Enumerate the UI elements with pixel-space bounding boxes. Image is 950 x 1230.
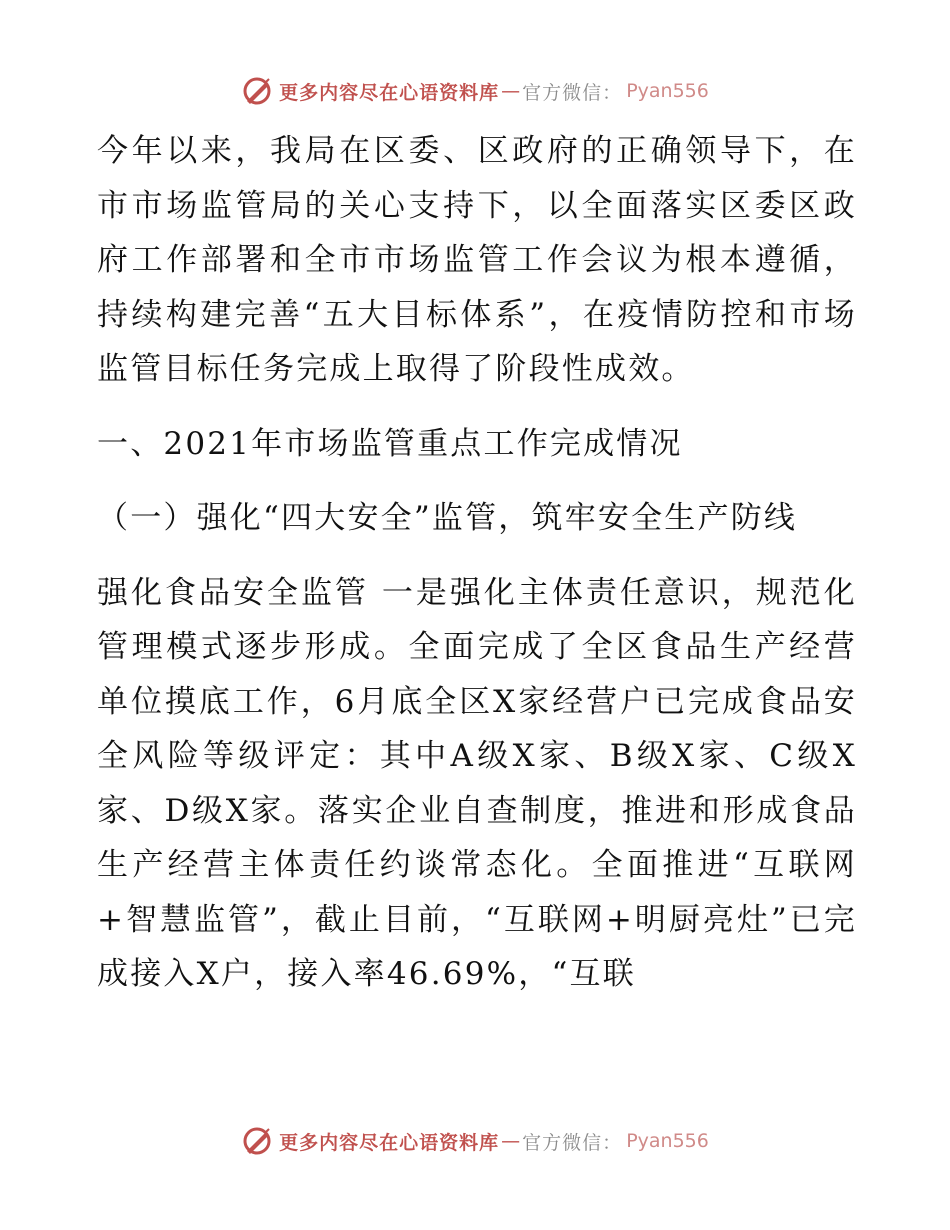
header-watermark: [0, 71, 950, 111]
section-heading: 一、2021年市场监管重点工作完成情况: [97, 425, 683, 462]
watermark-main-text: 更多内容尽在心语资料库: [279, 81, 500, 104]
footer-watermark: [0, 1121, 950, 1161]
food-safety-paragraph: 强化食品安全监管 一是强化主体责任意识，规范化管理模式逐步形成。全面完成了全区食品生产经营单位摸底工作，6月底全区X家经营户已完成食品安全风险等级评定：其中A级X家、B级X家、C级X家、D级X家。落实企业自查制度，推进和形成食品生产经营主体责任约谈常态化。全面推进“互联网+智慧监管”，截止目前，“互联网+明厨亮灶”已完成接入X户，接入率46.69%，“互联: [97, 574, 857, 992]
document-body: [97, 124, 857, 1002]
watermark-wechat-id: Pyan556: [626, 1130, 709, 1152]
watermark-separator: —: [501, 1130, 521, 1152]
watermark-official-label: 官方微信：: [522, 1131, 623, 1154]
watermark-separator: —: [501, 80, 521, 102]
pen-circle-logo-icon: [241, 1125, 273, 1157]
subsection-heading: （一）强化“四大安全”监管，筑牢安全生产防线: [97, 500, 798, 536]
pen-circle-logo-icon: [241, 75, 273, 107]
watermark-official-label: 官方微信：: [522, 81, 623, 104]
watermark-wechat-id: Pyan556: [626, 80, 709, 102]
intro-paragraph: 今年以来，我局在区委、区政府的正确领导下，在市市场监管局的关心支持下，以全面落实区委区政府工作部署和全市市场监管工作会议为根本遵循，持续构建完善“五大目标体系”，在疫情防控和市场监管目标任务完成上取得了阶段性成效。: [97, 133, 857, 387]
watermark-main-text: 更多内容尽在心语资料库: [279, 1131, 500, 1154]
